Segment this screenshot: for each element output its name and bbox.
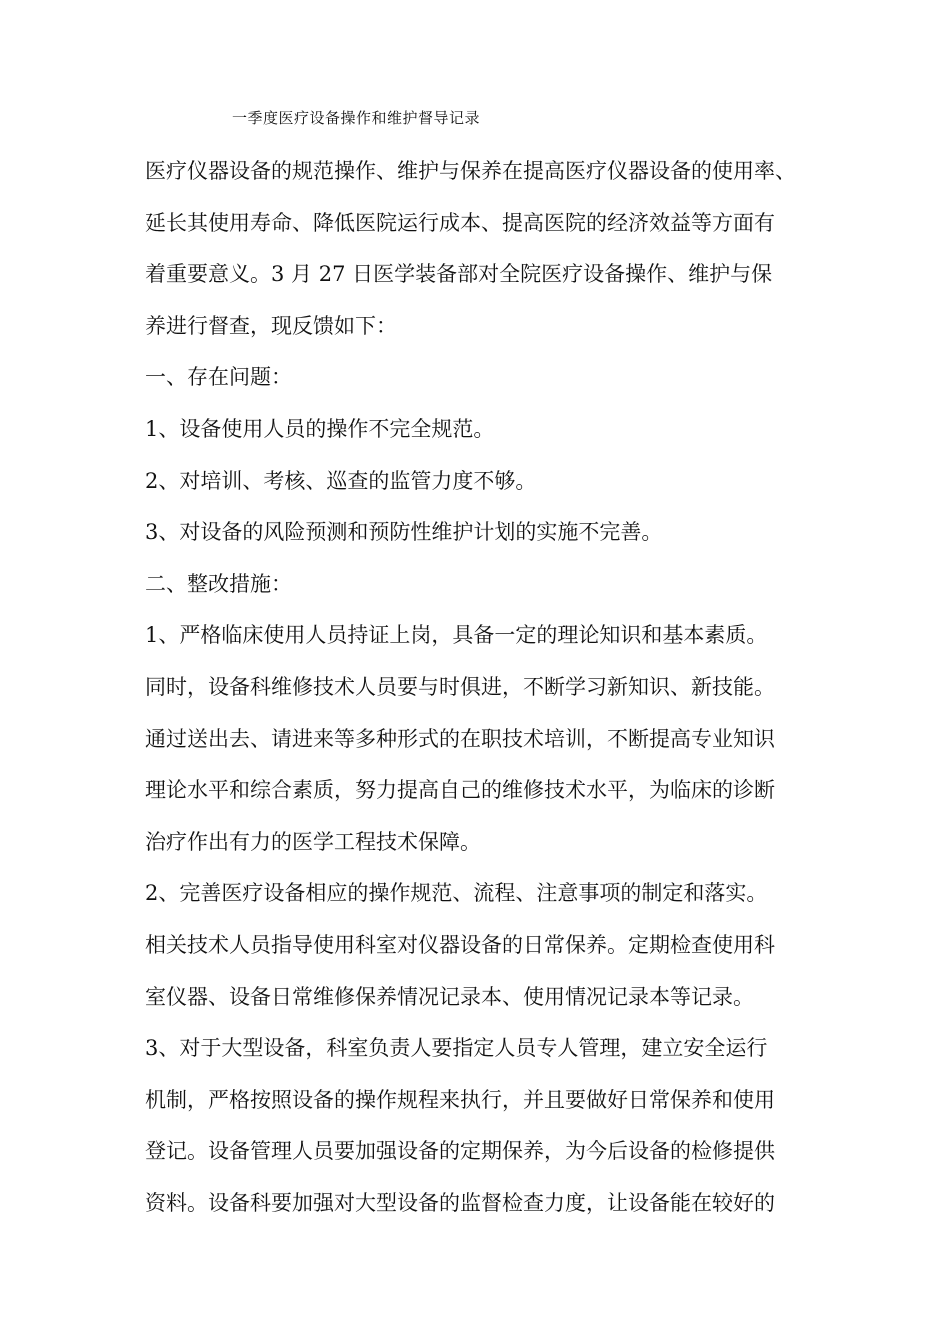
body-line: 延长其使用寿命、降低医院运行成本、提高医院的经济效益等方面有 (145, 210, 775, 235)
section-heading-measures: 二、整改措施： (145, 571, 292, 596)
body-line: 同时，设备科维修技术人员要与时俱进，不断学习新知识、新技能。 (145, 674, 775, 699)
body-line: 登记。设备管理人员要加强设备的定期保养，为今后设备的检修提供 (145, 1139, 775, 1164)
list-item: 1、设备使用人员的操作不完全规范。 (145, 416, 495, 441)
list-item: 2、对培训、考核、巡查的监管力度不够。 (145, 468, 537, 493)
section-heading-problems: 一、存在问题： (145, 365, 292, 390)
body-line: 着重要意义。3 月 27 日医学装备部对全院医疗设备操作、维护与保 (145, 262, 773, 287)
body-line: 治疗作出有力的医学工程技术保障。 (145, 829, 481, 854)
body-line: 资料。设备科要加强对大型设备的监督检查力度，让设备能在较好的 (145, 1190, 775, 1215)
body-line: 通过送出去、请进来等多种形式的在职技术培训，不断提高专业知识 (145, 726, 775, 751)
list-item: 2、完善医疗设备相应的操作规范、流程、注意事项的制定和落实。 (145, 881, 768, 906)
body-line: 室仪器、设备日常维修保养情况记录本、使用情况记录本等记录。 (145, 984, 754, 1009)
document-body (145, 151, 805, 1234)
list-item: 3、对于大型设备，科室负责人要指定人员专人管理，建立安全运行 (145, 1036, 768, 1061)
body-line: 养进行督查，现反馈如下： (145, 313, 397, 338)
document-title: 一季度医疗设备操作和维护督导记录 (232, 109, 481, 127)
body-line: 理论水平和综合素质，努力提高自己的维修技术水平，为临床的诊断 (145, 778, 775, 803)
body-line: 相关技术人员指导使用科室对仪器设备的日常保养。定期检查使用科 (145, 932, 775, 957)
list-item: 3、对设备的风险预测和预防性维护计划的实施不完善。 (145, 520, 663, 545)
body-line: 医疗仪器设备的规范操作、维护与保养在提高医疗仪器设备的使用率、 (145, 159, 796, 183)
body-line: 机制，严格按照设备的操作规程来执行，并且要做好日常保养和使用 (145, 1087, 775, 1112)
list-item: 1、严格临床使用人员持证上岗，具备一定的理论知识和基本素质。 (145, 623, 768, 648)
